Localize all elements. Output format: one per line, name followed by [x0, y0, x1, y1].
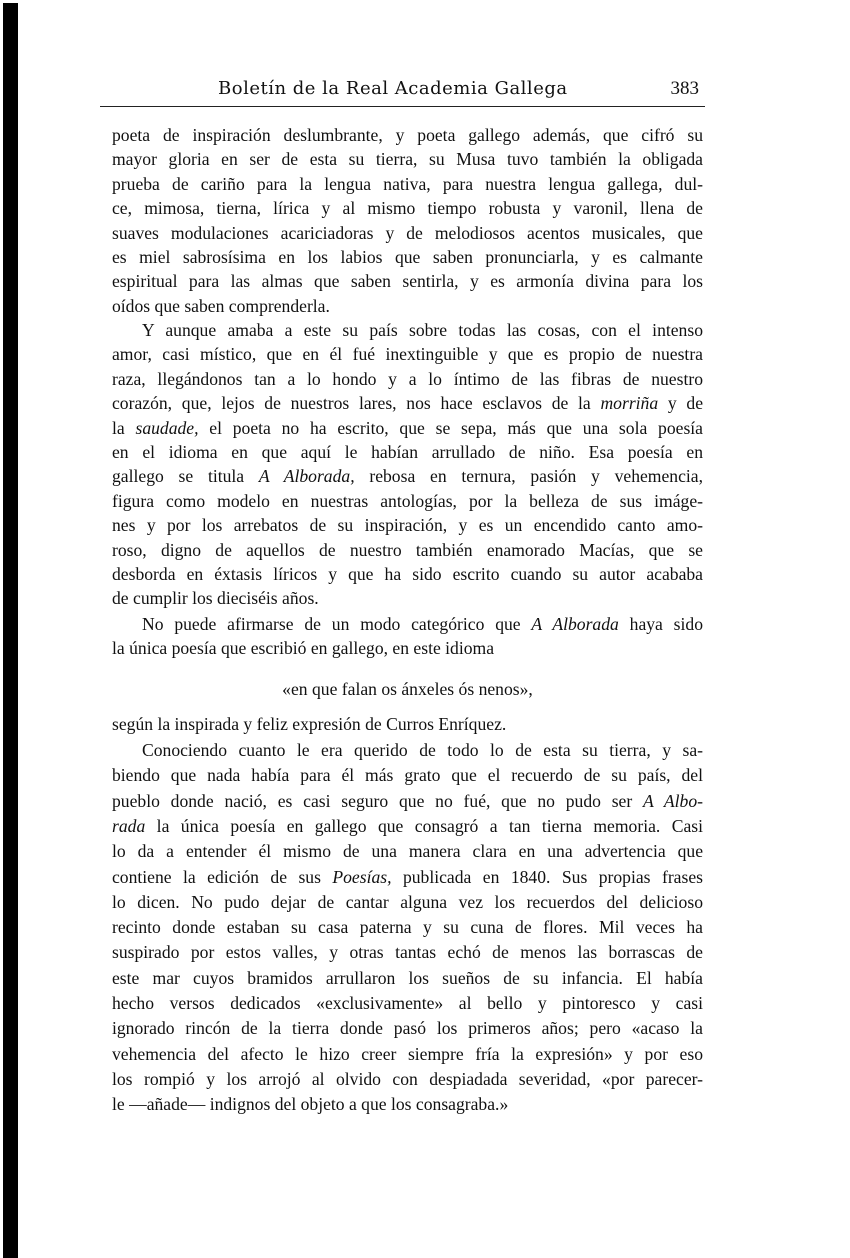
- text-segment: biendo que nada había para él más grato que el recuerdo de su país, del: [112, 765, 703, 786]
- text-line: [112, 368, 703, 390]
- text-segment: suaves modulaciones acariciadoras y de melodiosos acentos musicales, que: [112, 222, 703, 243]
- text-segment: hecho versos dedicados «exclusivamente» al bello y pintoresco y casi: [112, 993, 703, 1013]
- text-line: [112, 148, 703, 170]
- text-segment: «en que falan os ánxeles ós nenos»,: [282, 679, 533, 699]
- text-line: [112, 173, 703, 195]
- text-segment: en el idioma en que aquí le habían arrullado de niño. Esa poesía en: [112, 442, 703, 462]
- text-segment: nes y por los arrebatos de su inspiración, y es un encendido canto amo-: [112, 515, 703, 536]
- quoted-verse: [112, 678, 703, 700]
- text-line: [112, 441, 703, 463]
- text-line: [112, 637, 703, 659]
- text-segment: los rompió y los arrojó al olvido con despiadada severidad, «por parecer-: [112, 1068, 703, 1089]
- text-segment: y de: [658, 393, 704, 414]
- text-line: [112, 992, 703, 1014]
- italic-title: A Albo-: [643, 790, 703, 811]
- italic-title: saudade,: [135, 417, 199, 438]
- text-line: [112, 295, 703, 317]
- text-line: [112, 270, 703, 292]
- text-line: [142, 613, 703, 635]
- text-segment: figura como modelo en nuestras antologías, por la belleza de sus imáge-: [112, 490, 703, 511]
- text-segment: No puede afirmarse de un modo categórico que: [142, 614, 532, 634]
- text-line: [112, 417, 703, 439]
- text-segment: pueblo donde nació, es casi seguro que no fué, que no pudo ser: [112, 790, 644, 811]
- text-segment: la única poesía en gallego que consagró a tan tierna memoria. Casi: [145, 815, 703, 836]
- text-line: [112, 764, 703, 786]
- text-line: [112, 1043, 703, 1065]
- text-segment: le —añade— indignos del objeto a que los consagraba.»: [112, 1094, 509, 1115]
- text-line: [142, 739, 703, 761]
- text-segment: espiritual para las almas que saben sentirla, y es armonía divina para los: [112, 271, 703, 292]
- text-segment: la: [112, 417, 136, 438]
- journal-title: Boletín de la Real Academia Gallega: [218, 78, 568, 99]
- text-line: [112, 713, 703, 735]
- italic-title: rada: [112, 815, 146, 836]
- text-segment: poeta de inspiración deslumbrante, y poeta gallego además, que cifró su: [112, 125, 703, 145]
- text-line: [112, 916, 703, 938]
- text-line: [112, 1068, 703, 1090]
- text-line: [112, 1093, 703, 1115]
- italic-title: Poesías,: [332, 866, 392, 887]
- text-segment: es miel sabrosísima en los labios que saben pronunciarla, y es calmante: [112, 247, 703, 267]
- text-segment: contiene la edición de sus: [112, 866, 333, 887]
- text-segment: roso, digno de aquellos de nuestro también enamorado Macías, que se: [112, 539, 703, 560]
- text-segment: gallego se titula: [112, 466, 259, 487]
- text-line: [112, 840, 703, 862]
- text-segment: desborda en éxtasis líricos y que ha sido escrito cuando su autor acababa: [112, 564, 703, 584]
- text-line: [112, 490, 703, 512]
- text-segment: la única poesía que escribió en gallego, en este idioma: [112, 638, 495, 658]
- text-segment: prueba de cariño para la lengua nativa, para nuestra lengua gallega, dul-: [112, 173, 703, 194]
- text-line: [112, 1017, 703, 1039]
- text-line: [112, 246, 703, 268]
- text-segment: según la inspirada y feliz expresión de Curros Enríquez.: [112, 714, 507, 734]
- text-segment: mayor gloria en ser de esta su tierra, su Musa tuvo también la obligada: [112, 149, 703, 170]
- text-segment: suspirado por estos valles, y otras tantas echó de menos las borrascas de: [112, 942, 703, 963]
- text-line: [112, 866, 703, 888]
- text-line: [112, 815, 703, 837]
- text-segment: raza, llegándonos tan a lo hondo y a lo íntimo de las fibras de nuestro: [112, 368, 703, 389]
- text-segment: Y aunque amaba a este su país sobre todas las cosas, con el intenso: [142, 320, 703, 340]
- text-line: [112, 514, 703, 536]
- text-segment: rebosa en ternura, pasión y vehemencia,: [354, 466, 703, 487]
- text-segment: amor, casi místico, que en él fué inextinguible y que es propio de nuestra: [112, 344, 703, 365]
- text-line: [112, 941, 703, 963]
- text-line: [112, 343, 703, 365]
- text-line: [112, 587, 703, 609]
- text-segment: ce, mimosa, tierna, lírica y al mismo tiempo robusta y varonil, llena de: [112, 198, 703, 219]
- text-line: [112, 563, 703, 585]
- text-segment: este mar cuyos bramidos arrullaron los sueños de su infancia. El había: [112, 967, 703, 988]
- text-segment: lo dicen. No pudo dejar de cantar alguna vez los recuerdos del delicioso: [112, 891, 703, 912]
- text-segment: publicada en 1840. Sus propias frases: [391, 866, 703, 887]
- italic-title: morriña: [600, 393, 659, 414]
- italic-title: A Alborada: [531, 614, 619, 634]
- text-line: [112, 539, 703, 561]
- scan-edge: [3, 3, 18, 1258]
- text-line: [112, 197, 703, 219]
- text-segment: corazón, que, lejos de nuestros lares, nos hace esclavos de la: [112, 393, 601, 414]
- header-rule: [100, 106, 705, 107]
- text-line: [112, 222, 703, 244]
- text-segment: de cumplir los dieciséis años.: [112, 588, 319, 609]
- text-segment: haya sido: [618, 614, 704, 634]
- text-line: [112, 124, 703, 146]
- text-line: [112, 392, 703, 414]
- text-segment: oídos que saben comprenderla.: [112, 295, 330, 316]
- text-segment: vehemencia del afecto le hizo creer siempre fría la expresión» y por eso: [112, 1043, 703, 1064]
- text-segment: Conociendo cuanto le era querido de todo lo de esta su tierra, y sa-: [142, 740, 703, 760]
- text-line: [112, 465, 703, 487]
- text-line: [112, 790, 703, 812]
- text-segment: lo da a entender él mismo de una manera clara en una advertencia que: [112, 841, 703, 862]
- page-number: 383: [670, 78, 699, 99]
- running-header: [100, 78, 705, 106]
- text-segment: el poeta no ha escrito, que se sepa, más que una sola poesía: [198, 417, 703, 438]
- text-line: [112, 891, 703, 913]
- text-line: [142, 319, 703, 341]
- text-segment: recinto donde estaban su casa paterna y su cuna de flores. Mil veces ha: [112, 917, 703, 938]
- text-line: [112, 967, 703, 989]
- text-segment: ignorado rincón de la tierra donde pasó los primeros años; pero «acaso la: [112, 1018, 703, 1039]
- italic-title: A Alborada,: [258, 466, 355, 487]
